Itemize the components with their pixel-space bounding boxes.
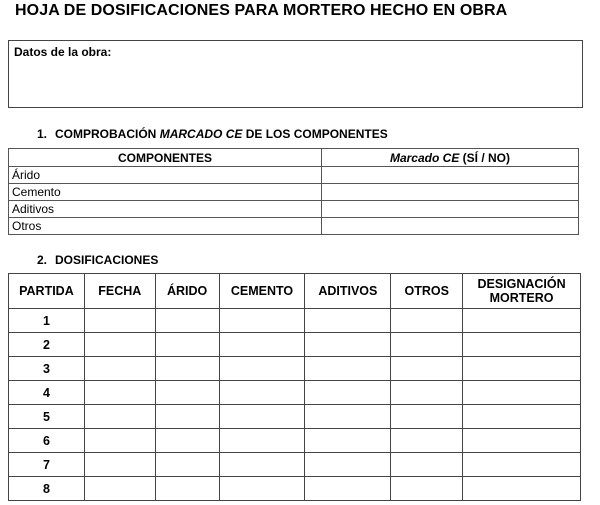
dosage-row <box>9 477 581 501</box>
col-arido: ÁRIDO <box>155 274 219 309</box>
otros-cell[interactable] <box>391 453 463 477</box>
col-aditivos: ADITIVOS <box>305 274 391 309</box>
page-title: HOJA DE DOSIFICACIONES PARA MORTERO HECHO EN OBRA <box>15 2 508 19</box>
fecha-cell[interactable] <box>84 477 155 501</box>
designacion-mortero-cell[interactable] <box>463 405 581 429</box>
partida-number: 6 <box>9 429 85 453</box>
arido-cell[interactable] <box>155 453 219 477</box>
dosage-row <box>9 381 581 405</box>
obra-data-label: Datos de la obra: <box>14 45 112 59</box>
aditivos-cell[interactable] <box>305 381 391 405</box>
dosage-row <box>9 405 581 429</box>
designacion-mortero-cell[interactable] <box>463 381 581 405</box>
col-fecha: FECHA <box>84 274 155 309</box>
dosage-row <box>9 309 581 333</box>
component-marcado-cell[interactable] <box>322 184 579 201</box>
otros-cell[interactable] <box>391 477 463 501</box>
dosage-body <box>9 309 581 501</box>
section-1-title-post: DE LOS COMPONENTES <box>245 127 388 141</box>
component-name: Árido <box>9 167 322 184</box>
component-row <box>9 167 579 184</box>
dosage-row <box>9 453 581 477</box>
fecha-cell[interactable] <box>84 381 155 405</box>
partida-number: 1 <box>9 309 85 333</box>
fecha-cell[interactable] <box>84 405 155 429</box>
arido-cell[interactable] <box>155 405 219 429</box>
section-1-title-pre: COMPROBACIÓN <box>55 127 157 141</box>
designacion-mortero-cell[interactable] <box>463 357 581 381</box>
fecha-cell[interactable] <box>84 333 155 357</box>
obra-data-field[interactable] <box>8 40 583 108</box>
section-2-heading <box>37 253 158 267</box>
cemento-cell[interactable] <box>219 357 305 381</box>
component-name: Aditivos <box>9 201 322 218</box>
otros-cell[interactable] <box>391 309 463 333</box>
arido-cell[interactable] <box>155 357 219 381</box>
component-name: Cemento <box>9 184 322 201</box>
col-otros: OTROS <box>391 274 463 309</box>
aditivos-cell[interactable] <box>305 405 391 429</box>
component-name: Otros <box>9 218 322 235</box>
col-marcado-ce-em: Marcado CE <box>389 150 460 165</box>
cemento-cell[interactable] <box>219 333 305 357</box>
cemento-cell[interactable] <box>219 309 305 333</box>
designacion-mortero-cell[interactable] <box>463 453 581 477</box>
col-partida: PARTIDA <box>9 274 85 309</box>
component-row <box>9 184 579 201</box>
component-row <box>9 201 579 218</box>
partida-number: 8 <box>9 477 85 501</box>
arido-cell[interactable] <box>155 309 219 333</box>
col-marcado-ce <box>322 149 579 167</box>
arido-cell[interactable] <box>155 381 219 405</box>
otros-cell[interactable] <box>391 333 463 357</box>
aditivos-cell[interactable] <box>305 309 391 333</box>
dosage-table <box>8 273 581 501</box>
designacion-mortero-cell[interactable] <box>463 429 581 453</box>
designacion-mortero-cell[interactable] <box>463 477 581 501</box>
component-marcado-cell[interactable] <box>322 167 579 184</box>
cemento-cell[interactable] <box>219 429 305 453</box>
col-cemento: CEMENTO <box>219 274 305 309</box>
partida-number: 4 <box>9 381 85 405</box>
designacion-mortero-cell[interactable] <box>463 333 581 357</box>
dosage-row <box>9 333 581 357</box>
cemento-cell[interactable] <box>219 477 305 501</box>
arido-cell[interactable] <box>155 429 219 453</box>
col-designacion-line-1: DESIGNACIÓN <box>477 277 566 291</box>
partida-number: 7 <box>9 453 85 477</box>
designacion-mortero-cell[interactable] <box>463 309 581 333</box>
fecha-cell[interactable] <box>84 309 155 333</box>
col-designacion-line-2: MORTERO <box>489 291 554 305</box>
components-header-row <box>9 149 579 167</box>
aditivos-cell[interactable] <box>305 429 391 453</box>
partida-number: 5 <box>9 405 85 429</box>
aditivos-cell[interactable] <box>305 333 391 357</box>
fecha-cell[interactable] <box>84 429 155 453</box>
aditivos-cell[interactable] <box>305 357 391 381</box>
partida-number: 2 <box>9 333 85 357</box>
otros-cell[interactable] <box>391 381 463 405</box>
components-table <box>8 148 579 235</box>
otros-cell[interactable] <box>391 357 463 381</box>
section-2-title: DOSIFICACIONES <box>55 253 159 267</box>
section-1-title-em: MARCADO CE <box>159 127 243 141</box>
component-row <box>9 218 579 235</box>
otros-cell[interactable] <box>391 429 463 453</box>
dosage-row <box>9 357 581 381</box>
fecha-cell[interactable] <box>84 453 155 477</box>
aditivos-cell[interactable] <box>305 477 391 501</box>
cemento-cell[interactable] <box>219 381 305 405</box>
arido-cell[interactable] <box>155 477 219 501</box>
section-1-heading <box>37 127 388 141</box>
section-2-number: 2. <box>37 253 48 267</box>
col-componentes: COMPONENTES <box>9 149 322 167</box>
col-marcado-ce-rest: (SÍ / NO) <box>462 150 511 165</box>
cemento-cell[interactable] <box>219 405 305 429</box>
partida-number: 3 <box>9 357 85 381</box>
cemento-cell[interactable] <box>219 453 305 477</box>
fecha-cell[interactable] <box>84 357 155 381</box>
dosage-row <box>9 429 581 453</box>
col-designacion-mortero <box>463 274 581 309</box>
section-1-number: 1. <box>37 127 48 141</box>
component-marcado-cell[interactable] <box>322 218 579 235</box>
arido-cell[interactable] <box>155 333 219 357</box>
aditivos-cell[interactable] <box>305 453 391 477</box>
dosage-header-row <box>9 274 581 309</box>
component-marcado-cell[interactable] <box>322 201 579 218</box>
otros-cell[interactable] <box>391 405 463 429</box>
